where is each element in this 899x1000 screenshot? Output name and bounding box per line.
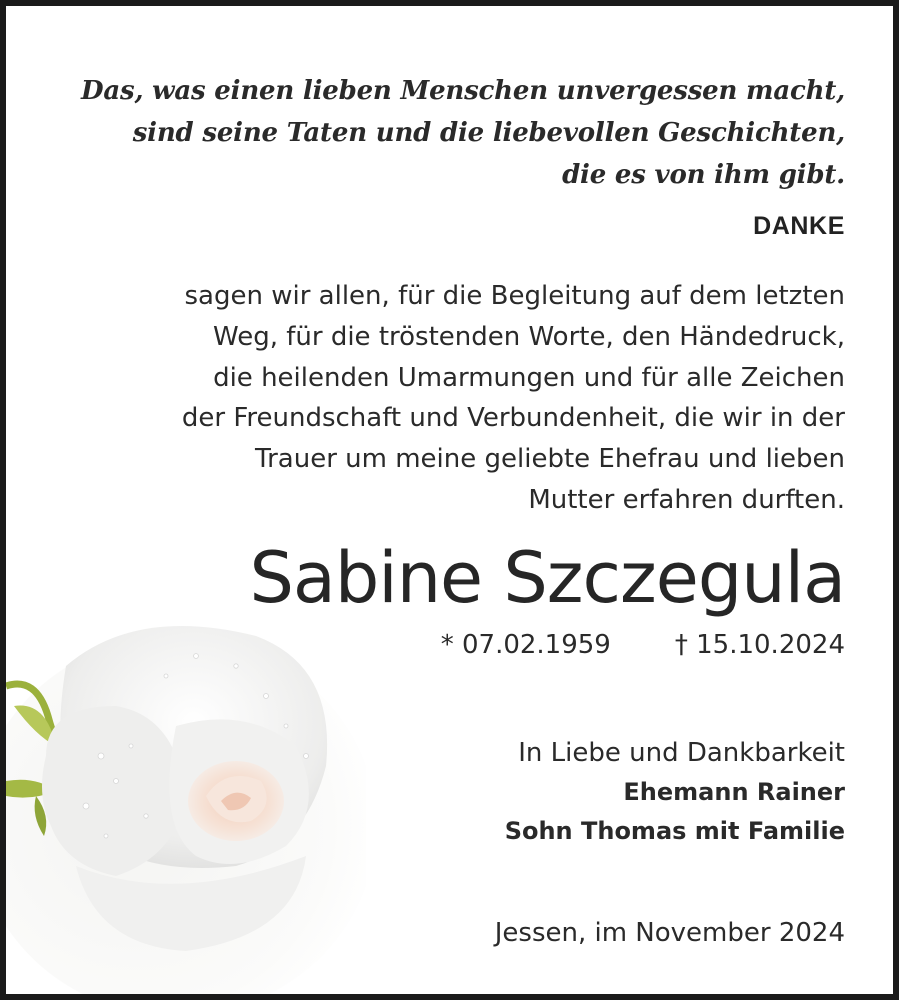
mourner-name: Ehemann Rainer bbox=[623, 778, 845, 806]
deceased-name: Sabine Szczegula bbox=[249, 537, 845, 619]
thanks-heading: DANKE bbox=[753, 212, 845, 240]
life-dates bbox=[441, 630, 845, 660]
white-rose-icon bbox=[6, 606, 366, 1000]
signoff-block bbox=[505, 734, 845, 851]
place-date: Jessen, im November 2024 bbox=[494, 918, 845, 948]
thanks-paragraph bbox=[25, 276, 845, 521]
thanks-line: Weg, für die tröstenden Worte, den Händedruck, bbox=[213, 321, 845, 352]
thanks-line: die heilenden Umarmungen und für alle Zeichen bbox=[213, 362, 845, 393]
birth-date: * 07.02.1959 bbox=[440, 630, 611, 660]
quote-line: die es von ihm gibt. bbox=[562, 160, 845, 190]
quote-line: Das, was einen lieben Menschen unvergessen macht, bbox=[81, 76, 845, 106]
memorial-quote bbox=[45, 70, 845, 196]
quote-line: sind seine Taten und die liebevollen Geschichten, bbox=[132, 118, 845, 148]
mourner-name: Sohn Thomas mit Familie bbox=[504, 817, 845, 845]
thanks-line: sagen wir allen, für die Begleitung auf dem letzten bbox=[184, 281, 845, 311]
thanks-line: der Freundschaft und Verbundenheit, die wir in der bbox=[181, 403, 845, 434]
signoff-intro: In Liebe und Dankbarkeit bbox=[518, 738, 845, 768]
death-date: † 15.10.2024 bbox=[674, 630, 845, 660]
thanks-line: Mutter erfahren durften. bbox=[528, 484, 845, 515]
thanks-line: Trauer um meine geliebte Ehefrau und lieben bbox=[255, 444, 845, 475]
